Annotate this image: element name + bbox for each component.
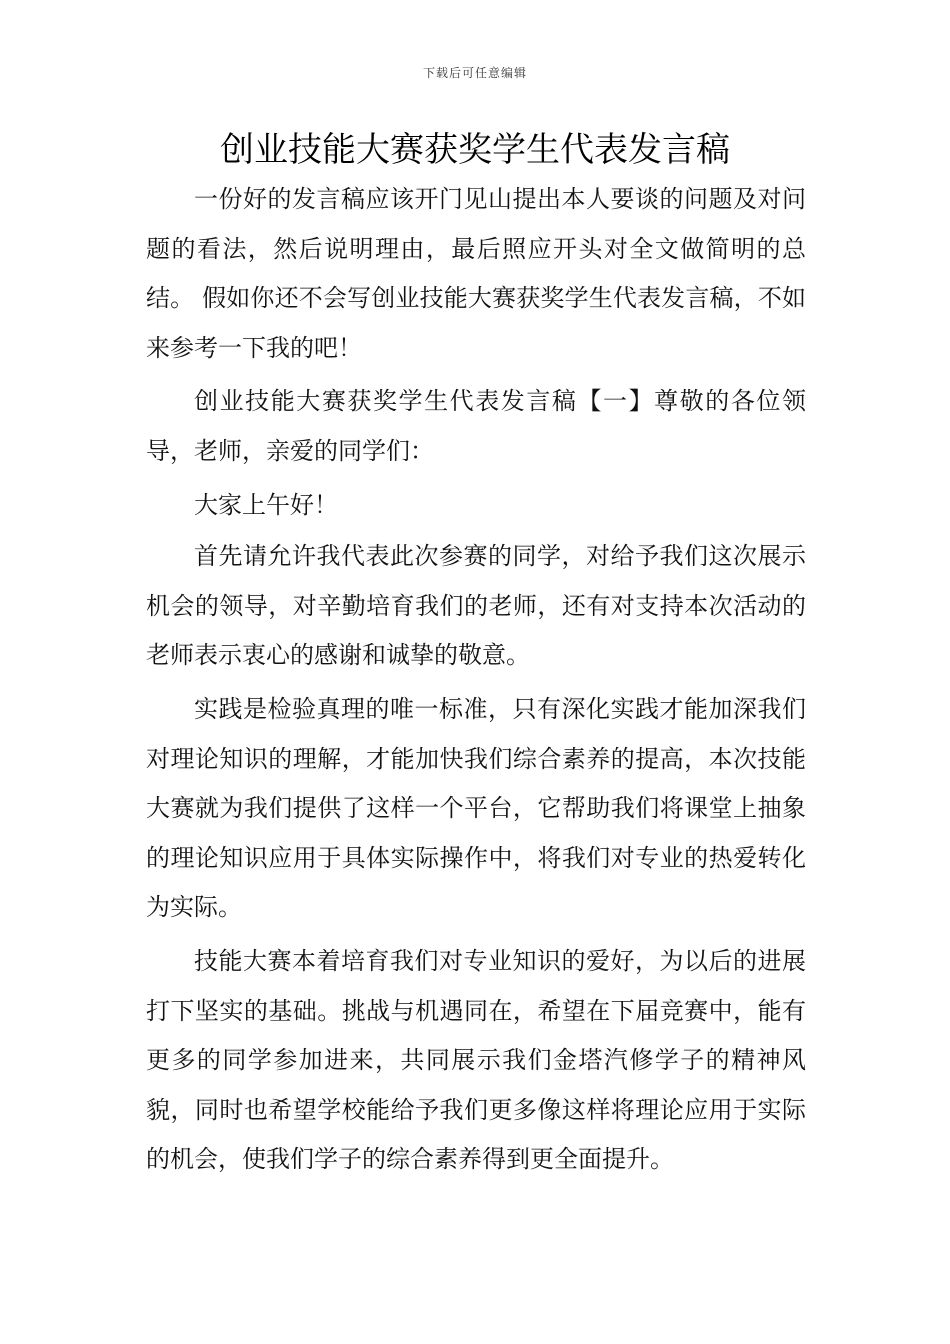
paragraph-greeting: 大家上午好！	[194, 490, 338, 519]
paragraph-closing: 技能大赛本着培育我们对专业知识的爱好，为以后的进展打下坚实的基础。挑战与机遇同在，希望在下届竞赛中，能有更多的同学参加进来，共同展示我们金塔汽修学子的精神风貌，同时也希望学校能给予我们更多像这样将理论应用于实际的机会，使我们学子的综合素养得到更全面提升。	[146, 946, 806, 1174]
header-note: 下载后可任意编辑	[422, 66, 527, 80]
paragraph-salutation: 创业技能大赛获奖学生代表发言稿【一】尊敬的各位领导，老师，亲爱的同学们：	[146, 387, 806, 465]
paragraph-thanks: 首先请允许我代表此次参赛的同学，对给予我们这次展示机会的领导，对辛勤培育我们的老师，还有对支持本次活动的老师表示衷心的感谢和诚挚的敬意。	[146, 542, 806, 670]
document-body	[146, 175, 806, 1189]
paragraph-intro: 一份好的发言稿应该开门见山提出本人要谈的问题及对问题的看法，然后说明理由，最后照应开头对全文做简明的总结。 假如你还不会写创业技能大赛获奖学生代表发言稿，不如来参考一下我的吧！	[146, 185, 806, 362]
document-title: 创业技能大赛获奖学生代表发言稿	[220, 130, 730, 170]
paragraph-practice: 实践是检验真理的唯一标准，只有深化实践才能加深我们对理论知识的理解，才能加快我们综合素养的提高，本次技能大赛就为我们提供了这样一个平台，它帮助我们将课堂上抽象的理论知识应用于具体实际操作中，将我们对专业的热爱转化为实际。	[146, 694, 806, 922]
